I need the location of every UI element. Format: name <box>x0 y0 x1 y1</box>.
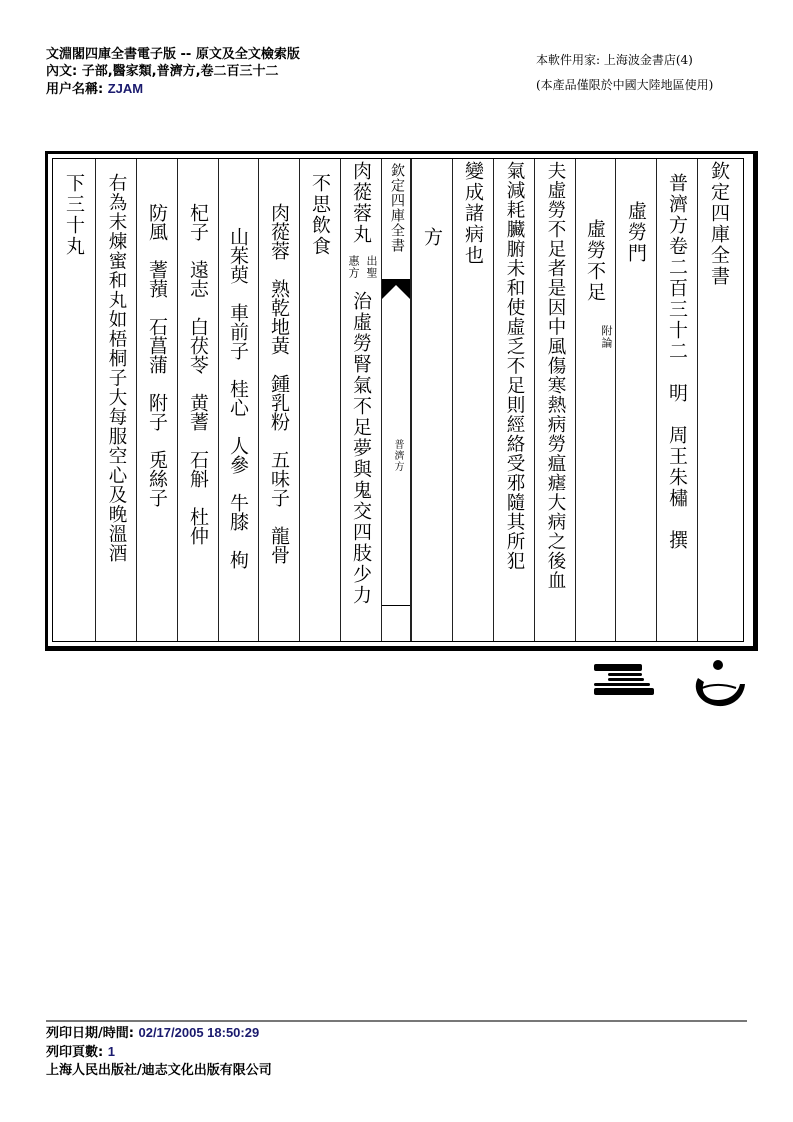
column-6 <box>493 159 534 641</box>
column-2 <box>656 159 697 641</box>
fold-book-name: 普濟方 <box>392 439 403 472</box>
user-name: ZJAM <box>107 81 144 96</box>
publisher: 上海人民出版社/迪志文化出版有限公司 <box>46 1063 272 1078</box>
ingredient-list: 杞子 遠志 白茯苓 黄蓍 石斛 杜仲 <box>187 203 209 545</box>
column-11 <box>258 159 299 641</box>
footer-divider <box>46 1020 747 1022</box>
subsection-note: 附論 <box>600 325 613 349</box>
content-label: 內文: <box>46 64 78 79</box>
license-info <box>536 48 713 98</box>
print-pages-value: 1 <box>107 1044 115 1059</box>
column-text: 欽定四庫全書 <box>708 161 730 287</box>
app-title: 文淵閣四庫全書電子版 -- 原文及全文檢索版 <box>46 47 300 62</box>
ingredient-list: 防風 蓍蕷 石菖蒲 附子 兎絲子 <box>146 203 168 507</box>
section-heading: 虛勞門 <box>625 201 647 264</box>
recipe-source-note-right: 出聖 <box>365 255 378 279</box>
user-line <box>46 80 300 98</box>
ingredient-list: 肉蓯蓉 熟乾地黃 鍾乳粉 五味子 龍骨 <box>268 203 290 564</box>
column-1 <box>697 159 741 641</box>
print-footer <box>46 1024 272 1080</box>
column-text: 氣減耗臟腑未和使虛乏不足則經絡受邪隨其所犯 <box>504 161 525 571</box>
column-14 <box>136 159 177 641</box>
user-label: 用户名稱: <box>46 82 104 97</box>
formula-heading: 方 <box>421 227 443 248</box>
ingredient-list: 山茱萸 車前子 桂心 人參 牛膝 枸 <box>227 227 249 569</box>
column-10 <box>299 159 340 641</box>
column-9 <box>340 159 381 641</box>
recipe-name: 肉蓯蓉丸 <box>350 161 372 245</box>
recipe-source-note-left: 惠方 <box>347 255 360 279</box>
column-4 <box>575 159 615 641</box>
subsection-heading: 虛勞不足 <box>584 219 606 303</box>
print-date-value: 02/17/2005 18:50:29 <box>138 1025 260 1040</box>
dizhi-brush-logo-icon <box>688 660 748 710</box>
column-16 <box>54 159 95 641</box>
region-note: (本產品僅限於中國大陸地區使用) <box>536 78 714 92</box>
content-path-line <box>46 63 300 80</box>
column-13 <box>177 159 218 641</box>
preparation-text: 右為末煉蜜和丸如梧桐子大每服空心及晚溫酒 <box>106 173 127 563</box>
fold-title: 欽定四庫全書 <box>389 163 405 253</box>
fish-tail-mark-icon <box>382 279 410 299</box>
column-text: 變成諸病也 <box>462 161 484 266</box>
column-5 <box>534 159 575 641</box>
column-text: 夫虛勞不足者是因中風傷寒熱病勞瘟瘧大病之後血 <box>545 161 566 590</box>
fold-divider <box>382 605 410 606</box>
document-header <box>46 46 300 98</box>
column-12 <box>218 159 258 641</box>
column-7 <box>452 159 493 641</box>
content-path: 子部,醫家類,普濟方,卷二百三十二 <box>81 64 279 79</box>
column-3 <box>615 159 656 641</box>
licensee: 本軟件用家: 上海波金書店(4) <box>536 53 693 67</box>
center-fold-strip <box>381 159 411 641</box>
volume-title: 普濟方卷二百三十二 明 周王朱橚 撰 <box>666 173 688 551</box>
print-pages-line <box>46 1043 272 1062</box>
books-logo-icon <box>594 660 658 696</box>
column-15 <box>95 159 136 641</box>
column-text: 不思飲食 <box>309 173 331 257</box>
column-text: 下三十丸 <box>63 173 85 257</box>
column-8 <box>411 159 452 641</box>
recipe-indication: 治虛勞腎氣不足夢與鬼交四肢少力 <box>350 291 372 606</box>
print-date-line <box>46 1024 272 1043</box>
print-date-label: 列印日期/時間: <box>46 1026 134 1041</box>
print-pages-label: 列印頁數: <box>46 1045 104 1060</box>
